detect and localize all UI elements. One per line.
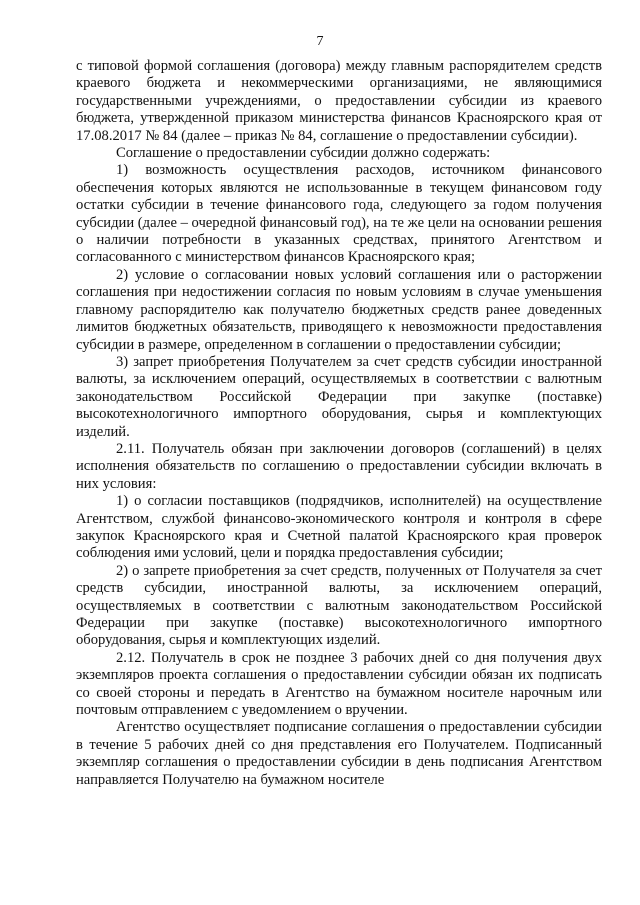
paragraph-item-2: 2) условие о согласовании новых условий соглашения или о расторжении соглашения при недостижении согласия по новым условиям в случае уменьшения главному распорядителю как получателю бюджетных средств ранее доведенных лимитов бюджетных обязательств, приводящего к невозможности предоставления субсидии в размере, определенном в соглашении о предоставлении субсидии; [76, 266, 602, 353]
paragraph-agreement-contents: Соглашение о предоставлении субсидии должно содержать: [116, 145, 491, 162]
document-body [76, 58, 602, 789]
paragraph-item-1: 1) возможность осуществления расходов, источником финансового обеспечения которых являются не использованные в текущем финансовом году остатки субсидии в течение финансового года, следующего за годом получения субсидии (далее – очередной финансовый год), на те же цели на основании решения о наличии потребности в указанных средствах, принятого Агентством и согласованного с министерством финансов Красноярского края; [76, 162, 602, 266]
paragraph-agency-signing: Агентство осуществляет подписание соглашения о предоставлении субсидии в течение 5 рабочих дней со дня представления его Получателем. Подписанный экземпляр соглашения о предоставлении субсидии в день подписания Агентством направляется Получателю на бумажном носителе [76, 719, 602, 788]
paragraph-2-11-item-1: 1) о согласии поставщиков (подрядчиков, исполнителей) на осуществление Агентством, службой финансово-экономического контроля и контроля в сфере закупок Красноярского края и Счетной палатой Красноярского края проверок соблюдения ими условий, цели и порядка предоставления субсидии; [76, 493, 602, 562]
paragraph-continuation: с типовой формой соглашения (договора) между главным распорядителем средств краевого бюджета и некоммерческими организациями, не являющимися государственными учреждениями, о предоставлении субсидии из краевого бюджета, утвержденной приказом министерства финансов Красноярского края от 17.08.2017 № 84 (далее – приказ № 84, соглашение о предоставлении субсидии). [76, 58, 602, 144]
page-number: 7 [316, 34, 324, 49]
paragraph-2-11-item-2: 2) о запрете приобретения за счет средств, полученных от Получателя за счет средств субсидии, иностранной валюты, за исключением операций, осуществляемых в соответствии с валютным законодательством Российской Федерации при закупке (поставке) высокотехнологичного импортного оборудования, сырья и комплектующих изделий. [76, 562, 602, 649]
paragraph-item-3: 3) запрет приобретения Получателем за счет средств субсидии иностранной валюты, за исключением операций, осуществляемых в соответствии с валютным законодательством Российской Федерации при закупке (поставке) высокотехнологичного импортного оборудования, сырья и комплектующих изделий. [76, 353, 602, 440]
paragraph-2-12: 2.12. Получатель в срок не позднее 3 рабочих дней со дня получения двух экземпляров проекта соглашения о предоставлении субсидии обязан их подписать со своей стороны и передать в Агентство на бумажном носителе нарочным или почтовым отправлением с уведомлением о вручении. [76, 649, 602, 719]
paragraph-2-11: 2.11. Получатель обязан при заключении договоров (соглашений) в целях исполнения обязательств по соглашению о предоставлении субсидии включать в них условия: [76, 440, 602, 492]
